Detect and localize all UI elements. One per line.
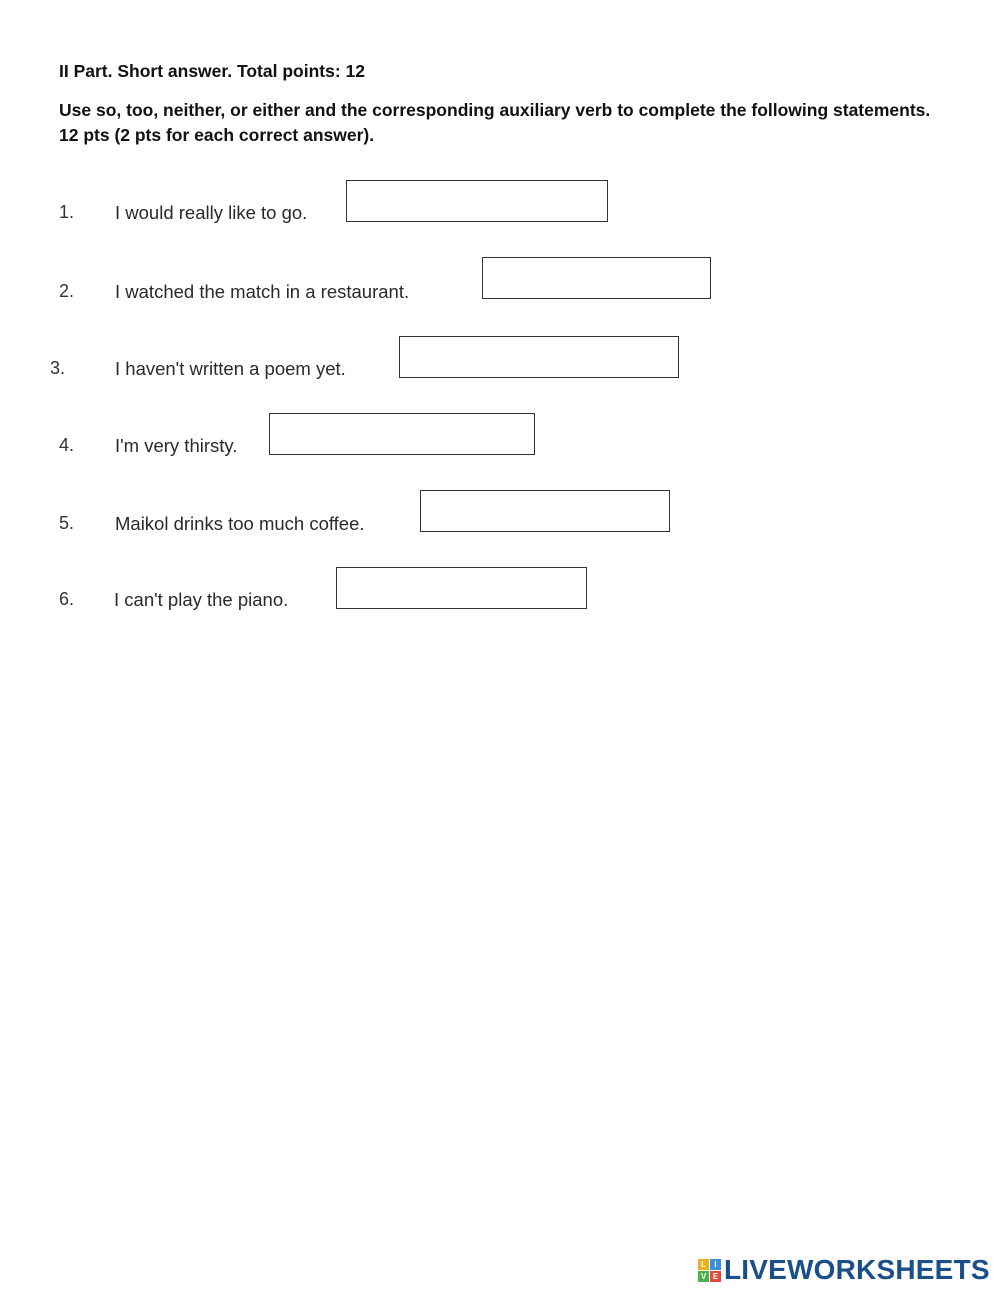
- logo-letter: V: [698, 1271, 709, 1282]
- answer-box-6[interactable]: [336, 567, 587, 609]
- answer-box-1[interactable]: [346, 180, 608, 222]
- question-text: I can't play the piano.: [114, 589, 289, 610]
- logo-letter: E: [710, 1271, 721, 1282]
- question-number: 1.: [59, 202, 75, 222]
- question-text: I would really like to go.: [115, 202, 308, 223]
- question-text: I haven't written a poem yet.: [115, 358, 346, 379]
- question-number: 2.: [59, 281, 75, 301]
- liveworksheets-brand: [698, 1254, 990, 1286]
- question-number: 4.: [59, 435, 75, 455]
- part-title: II Part. Short answer. Total points: 12: [59, 61, 365, 81]
- answer-box-5[interactable]: [420, 490, 670, 532]
- question-number: 6.: [59, 589, 75, 609]
- brand-name: LIVEWORKSHEETS: [724, 1254, 990, 1285]
- logo-letter: I: [710, 1259, 721, 1270]
- liveworksheets-logo-icon: [698, 1259, 721, 1282]
- answer-box-4[interactable]: [269, 413, 535, 455]
- logo-letter: L: [698, 1259, 709, 1270]
- question-text: Maikol drinks too much coffee.: [115, 513, 365, 534]
- question-number: 5.: [59, 513, 75, 533]
- question-text: I watched the match in a restaurant.: [115, 281, 410, 302]
- question-text: I'm very thirsty.: [115, 435, 238, 456]
- question-number: 3.: [50, 358, 66, 378]
- answer-box-2[interactable]: [482, 257, 711, 299]
- answer-box-3[interactable]: [399, 336, 679, 378]
- instructions: Use so, too, neither, or either and the corresponding auxiliary verb to complete the following statements. 12 pts (2 pts for each correct answer).: [59, 100, 931, 145]
